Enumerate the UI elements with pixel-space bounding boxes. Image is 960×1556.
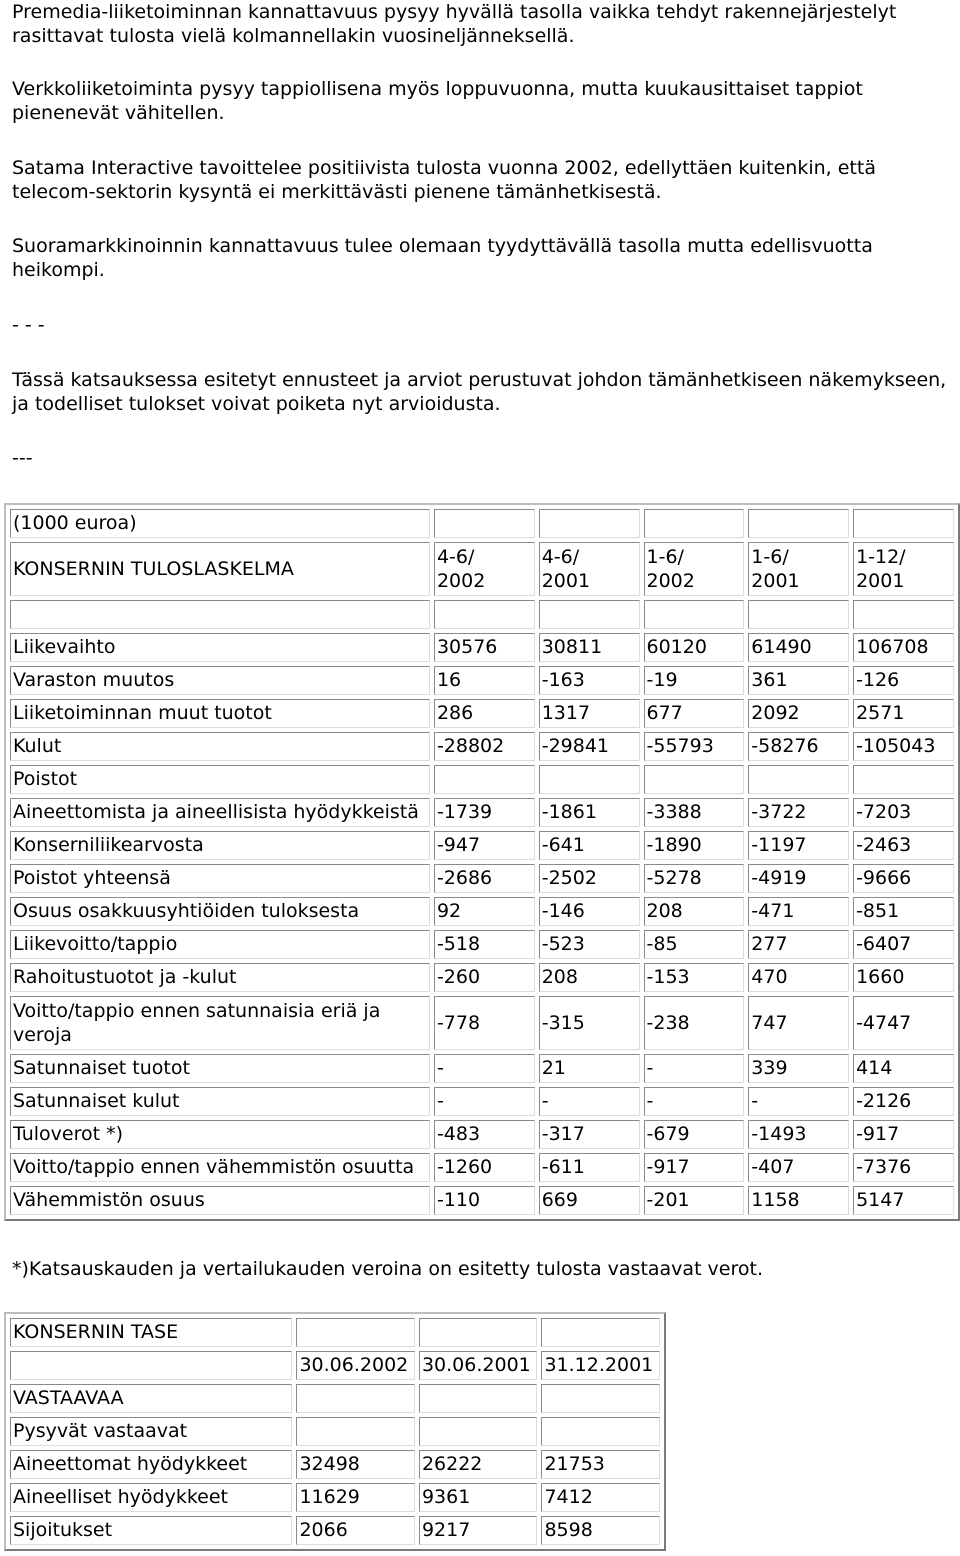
balance-sheet-table (4, 1312, 666, 1551)
row-value: - (539, 1087, 640, 1116)
row-label: Aineettomista ja aineellisista hyödykkeistä (10, 798, 430, 827)
row-value: 8598 (541, 1516, 660, 1545)
table-row (10, 996, 954, 1050)
table-row (10, 1384, 660, 1413)
row-value: -523 (539, 930, 640, 959)
row-value: 361 (748, 666, 849, 695)
table-row (10, 699, 954, 728)
row-value: -55793 (644, 732, 745, 761)
row-value (541, 1417, 660, 1446)
row-value: -917 (853, 1120, 954, 1149)
row-value: -3388 (644, 798, 745, 827)
row-value: 9217 (419, 1516, 538, 1545)
row-value: -29841 (539, 732, 640, 761)
row-value: 669 (539, 1186, 640, 1215)
separator-triple-dash: --- (12, 447, 33, 469)
row-value: -9666 (853, 864, 954, 893)
row-value: -917 (644, 1153, 745, 1182)
row-value: - (748, 1087, 849, 1116)
row-value: -679 (644, 1120, 745, 1149)
row-value: -28802 (434, 732, 535, 761)
column-header: 31.12.2001 (541, 1351, 660, 1380)
row-value: -778 (434, 996, 535, 1050)
paragraph-disclaimer: Tässä katsauksessa esitetyt ennusteet ja arviot perustuvat johdon tämänhetkiseen näkemykseen, ja todelliset tulokset voivat poiketa nyt arvioidusta. (12, 369, 947, 415)
row-value (419, 1417, 538, 1446)
table-row (10, 1153, 954, 1182)
row-value (539, 765, 640, 794)
row-value: 26222 (419, 1450, 538, 1479)
row-value: 11629 (296, 1483, 415, 1512)
row-value: 1317 (539, 699, 640, 728)
row-value: -1739 (434, 798, 535, 827)
row-value (853, 765, 954, 794)
row-label: Liikevaihto (10, 633, 430, 662)
row-value (419, 1384, 538, 1413)
row-value: -85 (644, 930, 745, 959)
row-label: Osuus osakkuusyhtiöiden tuloksesta (10, 897, 430, 926)
row-value: -3722 (748, 798, 849, 827)
row-value: -58276 (748, 732, 849, 761)
table-header-row (10, 1351, 660, 1380)
empty-cell (434, 600, 535, 629)
empty-cell (748, 600, 849, 629)
row-value: -1260 (434, 1153, 535, 1182)
row-value: - (434, 1087, 535, 1116)
row-value: -6407 (853, 930, 954, 959)
row-value: 2092 (748, 699, 849, 728)
column-header: 1-6/ 2001 (748, 542, 849, 596)
row-label: Voitto/tappio ennen satunnaisia eriä ja veroja (10, 996, 430, 1050)
table-title-row (10, 1318, 660, 1347)
table-row (10, 732, 954, 761)
empty-cell (539, 600, 640, 629)
table-row (10, 1417, 660, 1446)
row-label: Satunnaiset kulut (10, 1087, 430, 1116)
row-label: Tuloverot *) (10, 1120, 430, 1149)
empty-cell (419, 1318, 538, 1347)
table-row (10, 1516, 660, 1545)
row-value: 1660 (853, 963, 954, 992)
table-row (10, 963, 954, 992)
paragraph-satama-interactive: Satama Interactive tavoittelee positiivista tulosta vuonna 2002, edellyttäen kuitenkin, että telecom-sektorin kysyntä ei merkittävästi pienene tämänhetkisestä. (12, 157, 876, 203)
row-value: - (434, 1054, 535, 1083)
row-value: 9361 (419, 1483, 538, 1512)
row-value: 30576 (434, 633, 535, 662)
row-label: Liiketoiminnan muut tuotot (10, 699, 430, 728)
row-value: 677 (644, 699, 745, 728)
row-label: Pysyvät vastaavat (10, 1417, 292, 1446)
row-value: 16 (434, 666, 535, 695)
table-row (10, 1120, 954, 1149)
empty-cell (296, 1318, 415, 1347)
row-label: Kulut (10, 732, 430, 761)
column-header: 4-6/ 2001 (539, 542, 640, 596)
column-header: 30.06.2001 (419, 1351, 538, 1380)
row-value: 60120 (644, 633, 745, 662)
table-row (10, 1450, 660, 1479)
row-value: -2463 (853, 831, 954, 860)
row-value: 106708 (853, 633, 954, 662)
table-spacer-row (10, 600, 954, 629)
row-value: -947 (434, 831, 535, 860)
table-row (10, 930, 954, 959)
table-row (10, 666, 954, 695)
row-value: 32498 (296, 1450, 415, 1479)
row-value: 61490 (748, 633, 849, 662)
tax-footnote: *)Katsauskauden ja vertailukauden veroina on esitetty tulosta vastaavat verot. (12, 1258, 764, 1280)
empty-cell (434, 509, 535, 538)
row-label: Poistot (10, 765, 430, 794)
row-value: 30811 (539, 633, 640, 662)
row-value: -146 (539, 897, 640, 926)
row-value: -2502 (539, 864, 640, 893)
table-row (10, 633, 954, 662)
row-label: Sijoitukset (10, 1516, 292, 1545)
empty-cell (10, 600, 430, 629)
row-value: -1197 (748, 831, 849, 860)
empty-cell (10, 1351, 292, 1380)
table-unit-row (10, 509, 954, 538)
row-value: -5278 (644, 864, 745, 893)
paragraph-premedia: Premedia-liiketoiminnan kannattavuus pysyy hyvällä tasolla vaikka tehdyt rakennejärjestelyt rasittavat tulosta vielä kolmannellakin vuosineljänneksellä. (12, 1, 897, 47)
row-value: 208 (539, 963, 640, 992)
row-value: -641 (539, 831, 640, 860)
row-value (296, 1384, 415, 1413)
row-value: 1158 (748, 1186, 849, 1215)
row-value: -851 (853, 897, 954, 926)
column-header: 1-6/ 2002 (644, 542, 745, 596)
table-header-row (10, 542, 954, 596)
empty-cell (748, 509, 849, 538)
table-row (10, 1483, 660, 1512)
empty-cell (539, 509, 640, 538)
empty-cell (853, 600, 954, 629)
row-value: 21 (539, 1054, 640, 1083)
row-value: - (644, 1054, 745, 1083)
row-value: 92 (434, 897, 535, 926)
row-value: 7412 (541, 1483, 660, 1512)
row-value: -1890 (644, 831, 745, 860)
empty-cell (541, 1318, 660, 1347)
row-value: -1861 (539, 798, 640, 827)
empty-cell (644, 600, 745, 629)
row-value (644, 765, 745, 794)
row-value: -471 (748, 897, 849, 926)
row-label: Liikevoitto/tappio (10, 930, 430, 959)
row-value: -110 (434, 1186, 535, 1215)
table-row (10, 897, 954, 926)
row-value: -7203 (853, 798, 954, 827)
row-value: -163 (539, 666, 640, 695)
row-value: -483 (434, 1120, 535, 1149)
empty-cell (644, 509, 745, 538)
table-row (10, 864, 954, 893)
unit-label: (1000 euroa) (10, 509, 430, 538)
row-value: - (644, 1087, 745, 1116)
row-value: 470 (748, 963, 849, 992)
empty-cell (853, 509, 954, 538)
row-value: -126 (853, 666, 954, 695)
table-row (10, 765, 954, 794)
table-row (10, 831, 954, 860)
row-value: -105043 (853, 732, 954, 761)
row-value: -407 (748, 1153, 849, 1182)
row-label: Poistot yhteensä (10, 864, 430, 893)
row-value: 208 (644, 897, 745, 926)
row-label: Voitto/tappio ennen vähemmistön osuutta (10, 1153, 430, 1182)
table-title: KONSERNIN TULOSLASKELMA (10, 542, 430, 596)
table-row (10, 1186, 954, 1215)
column-header: 1-12/ 2001 (853, 542, 954, 596)
table-row (10, 1087, 954, 1116)
row-value: -611 (539, 1153, 640, 1182)
row-label: Satunnaiset tuotot (10, 1054, 430, 1083)
row-value: -518 (434, 930, 535, 959)
paragraph-suoramarkkinointi: Suoramarkkinoinnin kannattavuus tulee olemaan tyydyttävällä tasolla mutta edellisvuotta heikompi. (12, 235, 873, 281)
table-title: KONSERNIN TASE (10, 1318, 292, 1347)
row-value (434, 765, 535, 794)
row-label: Varaston muutos (10, 666, 430, 695)
row-value: 414 (853, 1054, 954, 1083)
row-value: 2571 (853, 699, 954, 728)
row-value: 286 (434, 699, 535, 728)
row-value: 21753 (541, 1450, 660, 1479)
row-label: Aineelliset hyödykkeet (10, 1483, 292, 1512)
row-label: VASTAAVAA (10, 1384, 292, 1413)
row-value: 277 (748, 930, 849, 959)
row-value: -7376 (853, 1153, 954, 1182)
row-value: -153 (644, 963, 745, 992)
row-value (748, 765, 849, 794)
row-value: -260 (434, 963, 535, 992)
row-value: -317 (539, 1120, 640, 1149)
row-value: -201 (644, 1186, 745, 1215)
row-value: -2126 (853, 1087, 954, 1116)
row-label: Vähemmistön osuus (10, 1186, 430, 1215)
row-label: Rahoitustuotot ja -kulut (10, 963, 430, 992)
row-value: 339 (748, 1054, 849, 1083)
table-row (10, 798, 954, 827)
column-header: 4-6/ 2002 (434, 542, 535, 596)
row-value: 5147 (853, 1186, 954, 1215)
row-label: Aineettomat hyödykkeet (10, 1450, 292, 1479)
paragraph-verkkoliiketoiminta: Verkkoliiketoiminta pysyy tappiollisena myös loppuvuonna, mutta kuukausittaiset tappiot pienenevät vähitellen. (12, 78, 863, 124)
row-value: -2686 (434, 864, 535, 893)
income-statement-table (4, 503, 960, 1221)
row-value: -1493 (748, 1120, 849, 1149)
row-value: 747 (748, 996, 849, 1050)
column-header: 30.06.2002 (296, 1351, 415, 1380)
row-value: -238 (644, 996, 745, 1050)
row-value: 2066 (296, 1516, 415, 1545)
row-value (541, 1384, 660, 1413)
row-value (296, 1417, 415, 1446)
row-value: -4747 (853, 996, 954, 1050)
table-row (10, 1054, 954, 1083)
row-value: -4919 (748, 864, 849, 893)
separator-dashes: - - - (12, 314, 45, 336)
row-label: Konserniliikearvosta (10, 831, 430, 860)
row-value: -315 (539, 996, 640, 1050)
row-value: -19 (644, 666, 745, 695)
